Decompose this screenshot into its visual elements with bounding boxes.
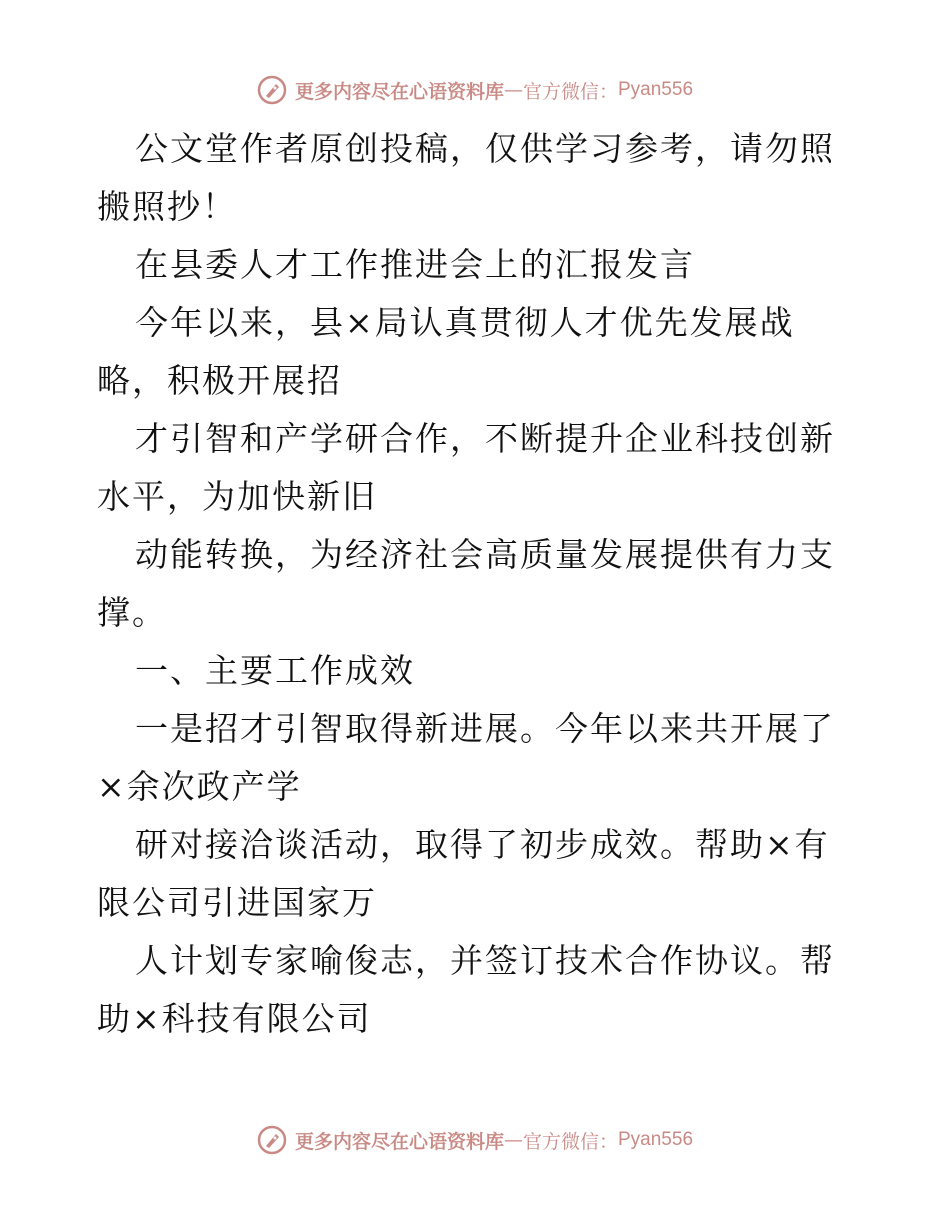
watermark-dash: — xyxy=(503,79,523,101)
watermark-wechat-id: Pyan556 xyxy=(618,1129,694,1150)
footer-watermark xyxy=(0,1120,950,1160)
section-heading: 一、主要工作成效 xyxy=(135,651,415,690)
paragraph-body-1: 一是招才引智取得新进展。今年以来共开展了×余次政产学 xyxy=(97,709,835,806)
paragraph-title: 在县委人才工作推进会上的汇报发言 xyxy=(135,245,695,284)
pen-nib-logo-icon xyxy=(257,75,287,105)
watermark-site-name: 更多内容尽在心语资料库 xyxy=(294,1130,504,1153)
paragraph-intro-1: 今年以来，县×局认真贯彻人才优先发展战略，积极开展招 xyxy=(97,303,795,400)
paragraph-intro-2: 才引智和产学研合作，不断提升企业科技创新水平，为加快新旧 xyxy=(97,419,835,516)
watermark-site-name: 更多内容尽在心语资料库 xyxy=(294,80,504,103)
watermark-wechat-id: Pyan556 xyxy=(618,79,694,100)
pen-nib-logo-icon xyxy=(257,1125,287,1155)
paragraph-intro-3: 动能转换，为经济社会高质量发展提供有力支撑。 xyxy=(97,535,835,632)
document-body xyxy=(97,120,857,1048)
watermark-wechat-label: 官方微信： xyxy=(522,1130,618,1153)
watermark-dash: — xyxy=(503,1129,523,1151)
header-watermark xyxy=(0,70,950,110)
paragraph-body-2: 研对接洽谈活动，取得了初步成效。帮助×有限公司引进国家万 xyxy=(97,825,830,922)
paragraph-disclaimer: 公文堂作者原创投稿，仅供学习参考，请勿照搬照抄！ xyxy=(97,129,835,226)
watermark-wechat-label: 官方微信： xyxy=(522,80,618,103)
paragraph-body-3: 人计划专家喻俊志，并签订技术合作协议。帮助×科技有限公司 xyxy=(97,941,835,1038)
